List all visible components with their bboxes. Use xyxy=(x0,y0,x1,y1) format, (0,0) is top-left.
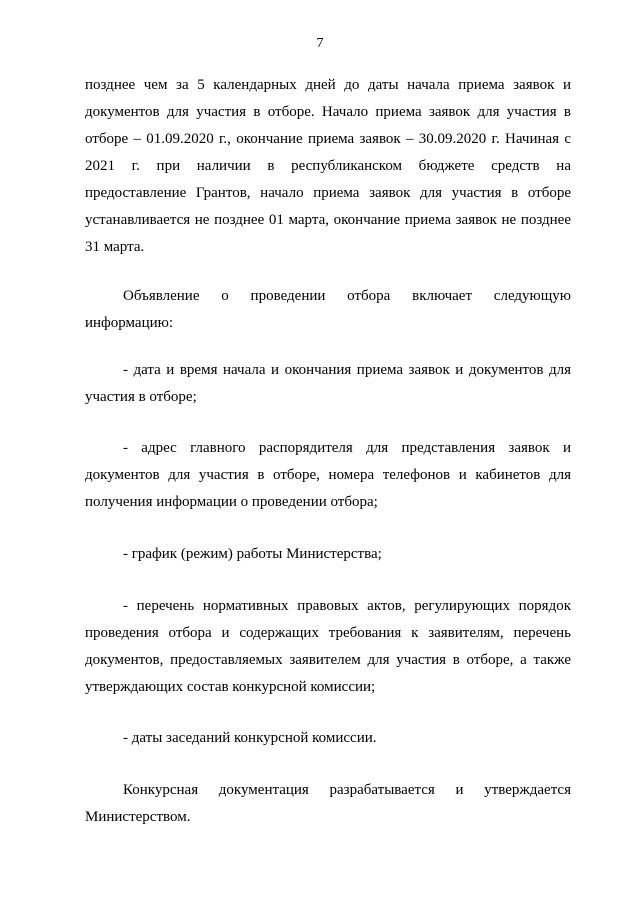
list-item-schedule: - график (режим) работы Министерства; xyxy=(123,546,382,562)
paragraph-announcement-intro: Объявление о проведении отбора включает следующую информацию: xyxy=(85,288,571,331)
page-number: 7 xyxy=(316,36,324,51)
paragraph-deadlines: позднее чем за 5 календарных дней до даты начала приема заявок и документов для участия в отборе. Начало приема заявок для участия в отборе – 01.09.2020 г., окончание приема заявок – 30.09.2020 г. Начиная с 2021 г. при наличии в республиканском бюджете средств на предоставление Грантов, начало приема заявок для участия в отборе устанавливается не позднее 01 марта, окончание приема заявок не позднее 31 марта. xyxy=(85,77,571,255)
list-item-meeting-dates: - даты заседаний конкурсной комиссии. xyxy=(123,730,377,746)
paragraph-documentation: Конкурсная документация разрабатывается и утверждается Министерством. xyxy=(85,782,571,825)
list-item-address: - адрес главного распорядителя для представления заявок и документов для участия в отборе, номера телефонов и кабинетов для получения информации о проведении отбора; xyxy=(85,440,571,510)
list-item-legal-acts: - перечень нормативных правовых актов, регулирующих порядок проведения отбора и содержащих требования к заявителям, перечень документов, предоставляемых заявителем для участия в отборе, а также утверждающих состав конкурсной комиссии; xyxy=(85,598,571,695)
list-item-dates: - дата и время начала и окончания приема заявок и документов для участия в отборе; xyxy=(85,362,571,405)
